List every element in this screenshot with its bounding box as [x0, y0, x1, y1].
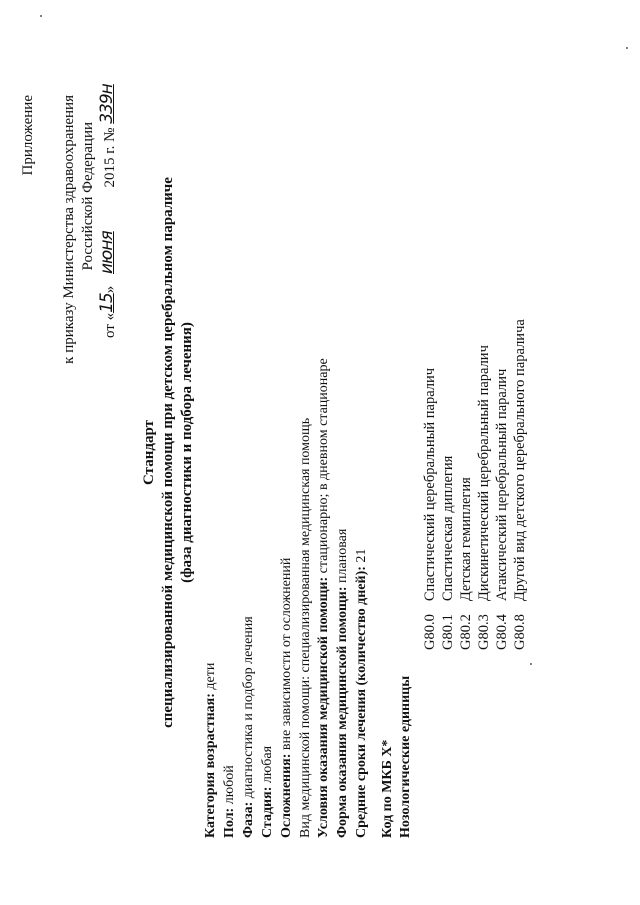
icd-code: G80.3: [476, 614, 492, 650]
icd-description: Атаксический церебральный паралич: [494, 368, 510, 602]
standard-phase: (фаза диагностики и подбора лечения): [179, 322, 195, 583]
param-care-type: Вид медицинской помощи: специализированная медицинская помощь: [298, 417, 313, 838]
icd-code: G80.2: [458, 614, 474, 650]
param-age-category: Категория возрастная: дети: [203, 662, 218, 838]
mkb-code-label: Код по МКБ X*: [380, 739, 395, 838]
date-month: июня: [97, 231, 117, 274]
param-care-conditions: Условия оказания медицинской помощи: стационарно; в дневном стационаре: [316, 358, 331, 838]
appendix-title: Приложение: [20, 95, 36, 176]
param-gender: Пол: любой: [222, 765, 237, 838]
appendix-date-line: [99, 84, 119, 338]
icd-code: G80.0: [422, 614, 438, 650]
date-year: 2015 г.: [102, 145, 118, 188]
param-treatment-duration: Средние сроки лечения (количество дней): 21: [354, 548, 369, 838]
standard-title: Стандарт: [141, 420, 157, 485]
icd-description: Дискинетический церебральный паралич: [476, 345, 492, 602]
param-phase: Фаза: диагностика и подбор лечения: [241, 616, 256, 838]
icd-description: Спастическая диплегия: [440, 455, 456, 602]
date-mid: »: [102, 285, 118, 294]
list-item: [458, 477, 475, 650]
icd-description: Другой вид детского церебрального паралича: [512, 319, 528, 602]
scan-speck: [40, 15, 42, 17]
list-item: [476, 345, 493, 650]
icd-code: G80.4: [494, 614, 510, 650]
icd-description: Спастический церебральный паралич: [422, 367, 438, 602]
list-item: [422, 368, 439, 650]
order-number: 339н: [97, 84, 117, 124]
list-item: [440, 456, 457, 650]
date-day: 15: [97, 293, 117, 313]
param-complications: Осложнения: вне зависимости от осложнений: [279, 557, 294, 838]
order-number-prefix: №: [102, 127, 118, 142]
icd-code: G80.8: [512, 614, 528, 650]
scan-speck: [530, 663, 532, 665]
list-item: [494, 369, 511, 650]
scan-speck: [626, 47, 628, 49]
date-prefix: от «: [102, 312, 118, 338]
nosology-label: Нозологические единицы: [398, 675, 413, 838]
standard-subtitle: специализированной медицинской помощи при детском церебральном параличе: [160, 177, 176, 728]
appendix-ministry-line: Российской Федерации: [80, 122, 96, 271]
icd-description: Детская гемиплегия: [458, 477, 474, 602]
appendix-order-line: к приказу Министерства здравоохранения: [61, 95, 77, 364]
list-item: [512, 319, 529, 650]
icd-code: G80.1: [440, 614, 456, 650]
param-stage: Стадия: любая: [260, 745, 275, 838]
param-care-form: Форма оказания медицинской помощи: плановая: [335, 528, 350, 838]
